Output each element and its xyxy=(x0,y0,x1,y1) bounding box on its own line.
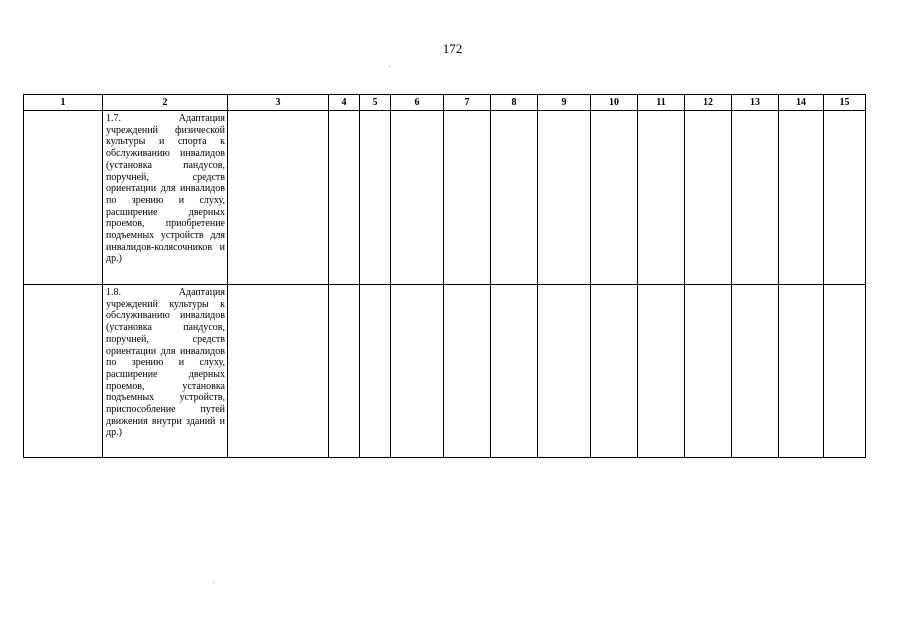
column-header: 9 xyxy=(538,95,591,111)
column-header: 5 xyxy=(360,95,391,111)
table-cell xyxy=(685,111,732,285)
table-cell xyxy=(360,285,391,458)
table-cell xyxy=(732,111,779,285)
table-cell xyxy=(685,285,732,458)
table-cell xyxy=(329,111,360,285)
table-cell xyxy=(391,285,444,458)
table-cell xyxy=(228,285,329,458)
table-cell xyxy=(24,285,103,458)
table-cell xyxy=(638,285,685,458)
table-cell xyxy=(391,111,444,285)
table-cell xyxy=(24,111,103,285)
table-cell xyxy=(824,111,866,285)
row-description: 1.7. Адаптация учреждений физической культуры и спорта к обслуживанию инвалидов (установка пандусов, поручней, средств ориентации для инвалидов по зрению и слуху, расширение дверных проемов, приобретение подъемных устройств для инвалидов-колясочников и др.) xyxy=(106,113,225,265)
column-header: 12 xyxy=(685,95,732,111)
page-number: 172 xyxy=(442,41,463,56)
table-cell xyxy=(491,285,538,458)
table-cell xyxy=(591,285,638,458)
column-header: 11 xyxy=(638,95,685,111)
table-cell xyxy=(824,285,866,458)
table-cell xyxy=(444,111,491,285)
column-header: 10 xyxy=(591,95,638,111)
column-header: 1 xyxy=(24,95,103,111)
column-header: 15 xyxy=(824,95,866,111)
scan-speck xyxy=(389,66,390,67)
scan-speck xyxy=(213,582,214,583)
table-cell xyxy=(360,111,391,285)
table-cell xyxy=(103,111,228,285)
row-description: 1.8. Адаптация учреждений культуры к обслуживанию инвалидов (установка пандусов, поручней, средств ориентации для инвалидов по зрению и слуху, расширение дверных проемов, установка подъемных устройств, приспособление путей движения внутри зданий и др.) xyxy=(106,287,225,439)
table-cell xyxy=(538,285,591,458)
column-header: 6 xyxy=(391,95,444,111)
table-row xyxy=(24,285,866,458)
table-cell xyxy=(444,285,491,458)
column-header: 8 xyxy=(491,95,538,111)
column-header: 13 xyxy=(732,95,779,111)
table-cell xyxy=(779,111,824,285)
table-cell xyxy=(228,111,329,285)
column-header: 14 xyxy=(779,95,824,111)
column-header: 2 xyxy=(103,95,228,111)
table-cell xyxy=(591,111,638,285)
table-cell xyxy=(491,111,538,285)
table-cell xyxy=(779,285,824,458)
column-header: 3 xyxy=(228,95,329,111)
table-cell xyxy=(732,285,779,458)
column-header: 4 xyxy=(329,95,360,111)
table-cell xyxy=(538,111,591,285)
header-row xyxy=(24,95,866,111)
data-table xyxy=(23,94,866,458)
table-row xyxy=(24,111,866,285)
column-header: 7 xyxy=(444,95,491,111)
table-cell xyxy=(103,285,228,458)
table-cell xyxy=(329,285,360,458)
table-cell xyxy=(638,111,685,285)
